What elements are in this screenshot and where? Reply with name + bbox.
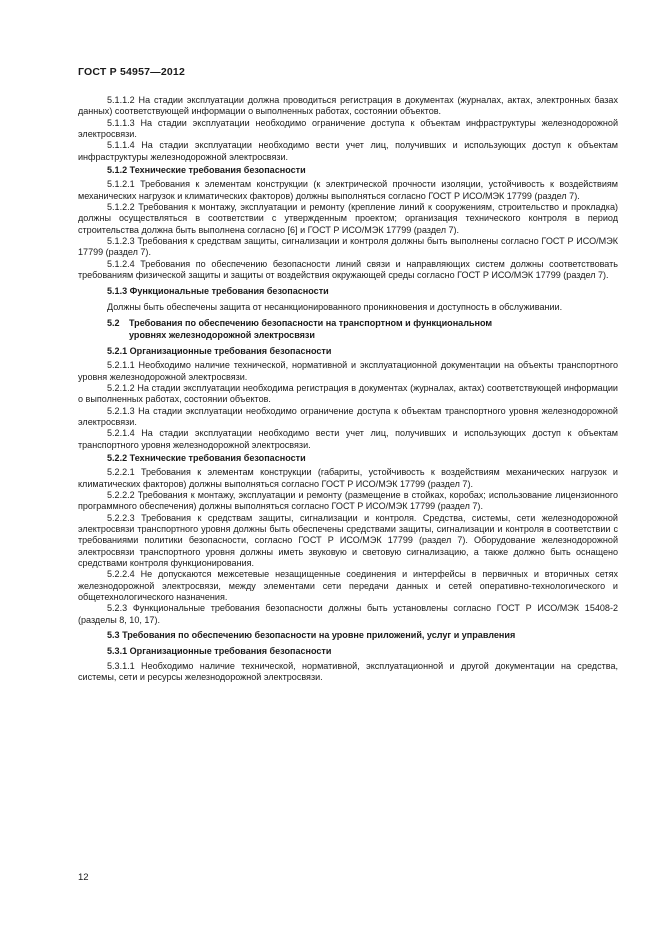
paragraph-5-1-3-text: Должны быть обеспечены защита от несанкционированного проникновения и доступность в обслуживании. [107,301,563,312]
document-body [78,95,618,684]
paragraph-5-1-1-3: 5.1.1.3 На стадии эксплуатации необходимо ограничение доступа к объектам инфраструктуры железнодорожной электросвязи. [78,117,618,140]
heading-5-2-line2: уровнях железнодорожной электросвязи [129,329,315,340]
paragraph-5-2-3: 5.2.3 Функциональные требования безопасности должны быть установлены согласно ГОСТ Р ИСО/МЭК 15408-2 (разделы 8, 10, 17). [78,603,618,625]
paragraph-5-1-2-2: 5.1.2.2 Требования к монтажу, эксплуатации и ремонту (крепление линий к сооружениям, строительство и прокладка) должны осуществляться в соответствии с утвержденным проектом; организация технического контроля в период строительства должна быть выполнена согласно [6] и ГОСТ Р ИСО/МЭК 17799 (раздел 7). [78,202,618,235]
heading-5-2-1: 5.2.1 Организационные требования безопасности [107,345,332,356]
paragraph-5-1-1-4: 5.1.1.4 На стадии эксплуатации необходимо вести учет лиц, получивших и использующих доступ к объектам инфраструктуры железнодорожной электросвязи. [78,140,618,162]
paragraph-5-2-1-1: 5.2.1.1 Необходимо наличие технической, нормативной и эксплуатационной документации на объекты транспортного уровня железнодорожной электросвязи. [78,360,618,382]
paragraph-5-1-2-1: 5.1.2.1 Требования к элементам конструкции (к электрической прочности изоляции, устойчивость к воздействиям механических нагрузок и климатических факторов) должны выполняться согласно ГОСТ Р ИСО/МЭК 17799 (раздел 7). [78,179,618,201]
paragraph-5-3-1-1: 5.3.1.1 Необходимо наличие технической, нормативной, эксплуатационной и другой документации на средства, системы, сети и ресурсы железнодорожной электросвязи. [78,660,618,683]
heading-5-2-2: 5.2.2 Технические требования безопасности [107,452,306,463]
paragraph-5-2-2-2: 5.2.2.2 Требования к монтажу, эксплуатации и ремонту (размещение в стойках, коробах; использование лицензионного программного обеспечения) должны выполняться согласно ГОСТ Р ИСО/МЭК 17799 (раздел 7). [78,490,618,512]
paragraph-5-1-2-4: 5.1.2.4 Требования по обеспечению безопасности линий связи и направляющих систем должны соответствовать требованиям физической защиты и защиты от воздействия окружающей среды согласно ГОСТ Р ИСО/МЭК 17799 (раздел 7). [78,258,618,281]
paragraph-5-1-2-3: 5.1.2.3 Требования к средствам защиты, сигнализации и контроля должны быть выполнены согласно ГОСТ Р ИСО/МЭК 17799 (раздел 7). [78,236,618,258]
paragraph-5-2-1-3: 5.2.1.3 На стадии эксплуатации необходимо ограничение доступа к объектам транспортного уровня железнодорожной электросвязи. [78,405,618,427]
heading-5-3: 5.3 Требования по обеспечению безопасности на уровне приложений, услуг и управления [107,630,516,641]
paragraph-5-2-2-1: 5.2.2.1 Требования к элементам конструкции (габариты, устойчивость к воздействиям механических нагрузок и климатических факторов) должны выполняться согласно ГОСТ Р ИСО/МЭК 17799 (раздел 7). [78,467,618,489]
paragraph-5-2-2-4: 5.2.2.4 Не допускаются межсетевые незащищенные соединения и интерфейсы в первичных и вторичных сетях железнодорожной электросвязи, между элементами сети передачи данных и сетей оперативно-технологического и общетехнологического назначения. [78,569,618,603]
heading-5-2 [78,318,618,341]
paragraph-5-2-2-3: 5.2.2.3 Требования к средствам защиты, сигнализации и контроля. Средства, системы, сети железнодорожной электросвязи транспортного уровня должны быть обеспечены средствами защиты, сигнализации и контроля в соответствии с требованиями политики безопасности, согласно ГОСТ Р ИСО/МЭК 17799 (раздел 7). Оборудование железнодорожной электросвязи транспортного уровня должны иметь звуковую и световую сигнализацию, а также должно быть оснащено средствами контроля функционирования. [78,512,618,569]
paragraph-5-1-1-2: 5.1.1.2 На стадии эксплуатации должна проводиться регистрация в документах (журналах, актах, электронных базах данных) соответствующей информации о выполненных работах, состоянии объектов. [78,95,618,117]
page-number: 12 [78,872,89,883]
heading-5-1-3: 5.1.3 Функциональные требования безопасности [107,285,329,296]
paragraph-5-2-1-4: 5.2.1.4 На стадии эксплуатации необходимо вести учет лиц, получивших и использующих доступ к объектам транспортного уровня железнодорожной электросвязи. [78,428,618,450]
heading-5-3-1: 5.3.1 Организационные требования безопасности [107,646,332,657]
document-header: ГОСТ Р 54957—2012 [78,66,186,78]
paragraph-5-2-1-2: 5.2.1.2 На стадии эксплуатации необходима регистрация в документах (журналах, актах) соответствующей информации о выполненных работах, состоянии объектов. [78,382,618,405]
heading-5-1-2: 5.1.2 Технические требования безопасности [107,165,306,176]
heading-5-2-line1: Требования по обеспечению безопасности на транспортном и функциональном [129,318,493,329]
heading-5-2-number: 5.2 [107,318,120,329]
